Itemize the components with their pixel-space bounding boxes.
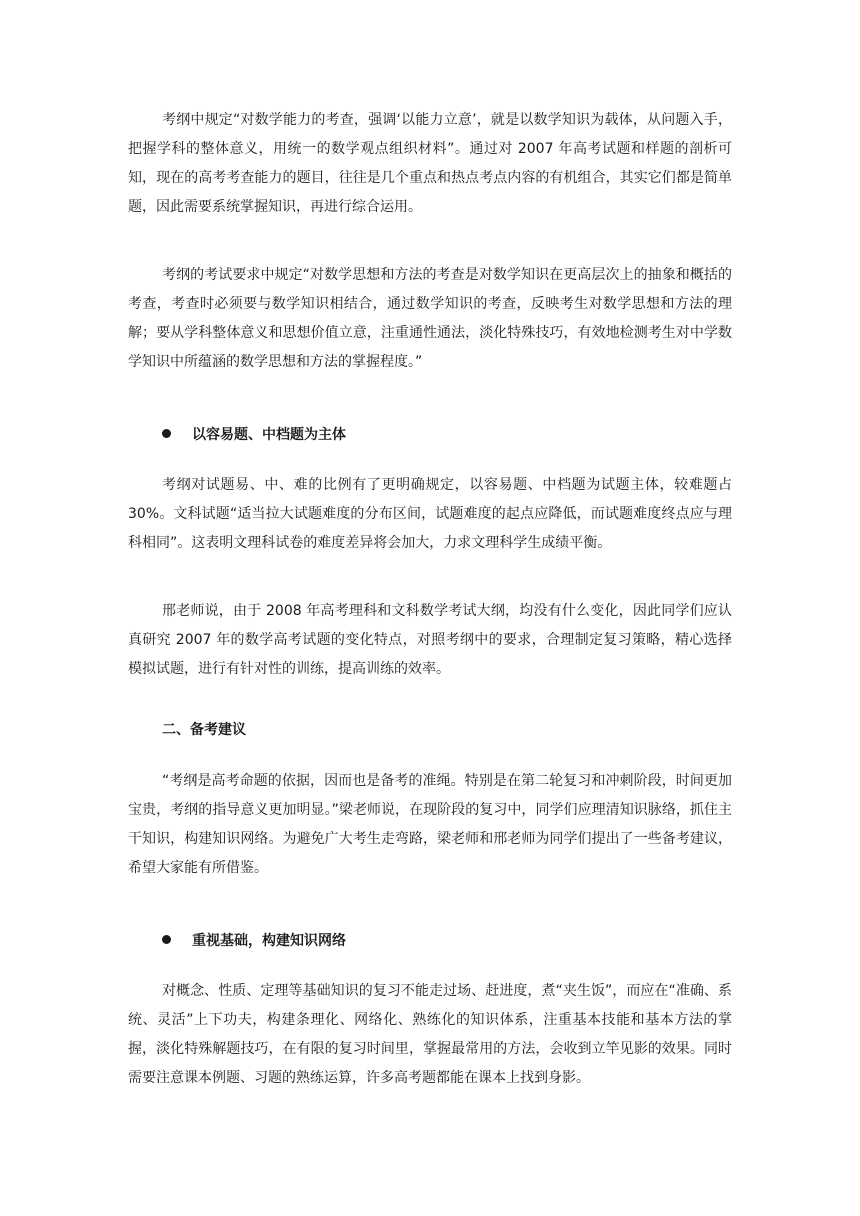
bullet-item-2-label: 重视基础，构建知识网络	[192, 933, 346, 949]
paragraph-6: 对概念、性质、定理等基础知识的复习不能走过场、赶进度，煮“夹生饭”，而应在“准确、系统、灵活”上下功夫，构建条理化、网络化、熟练化的知识体系，注重基本技能和基本方法的掌握，淡化特殊解题技巧，在有限的复习时间里，掌握最常用的方法，会收到立竿见影的效果。同时需要注意课本例题、习题的熟练运算，许多高考题都能在课本上找到身影。	[128, 983, 732, 1086]
paragraph-5: “考纲是高考命题的依据，因而也是备考的准绳。特别是在第二轮复习和冲刺阶段，时间更加宝贵，考纲的指导意义更加明显。”梁老师说，在现阶段的复习中，同学们应理清知识脉络，抓住主干知识，构建知识网络。为避免广大考生走弯路，梁老师和邢老师为同学们提出了一些备考建议，希望大家能有所借鉴。	[128, 773, 732, 876]
paragraph-1: 考纲中规定“对数学能力的考查，强调‘以能力立意’，就是以数学知识为载体，从问题入手，把握学科的整体意义，用统一的数学观点组织材料”。通过对 2007 年高考试题和样题的剖析可知，现在的高考考查能力的题目，往往是几个重点和热点考点内容的有机组合，其实它们都是简单题，因此需要系统掌握知识，再进行综合运用。	[128, 112, 732, 215]
bullet-item-1-label: 以容易题、中档题为主体	[192, 427, 346, 443]
section-heading: 二、备考建议	[162, 722, 246, 738]
bullet-item-2	[162, 931, 722, 951]
paragraph-2: 考纲的考试要求中规定“对数学思想和方法的考查是对数学知识在更高层次上的抽象和概括的考查，考查时必须要与数学知识相结合，通过数学知识的考查，反映考生对数学思想和方法的理解；要从学科整体意义和思想价值立意，注重通性通法，淡化特殊技巧，有效地检测考生对中学数学知识中所蕴涵的数学思想和方法的掌握程度。”	[128, 267, 732, 370]
bullet-item-1	[162, 425, 722, 445]
bullet-dot-icon	[162, 935, 171, 944]
paragraph-4: 邢老师说，由于 2008 年高考理科和文科数学考试大纲，均没有什么变化，因此同学们应认真研究 2007 年的数学高考试题的变化特点，对照考纲中的要求，合理制定复习策略，精心选择模拟试题，进行有针对性的训练，提高训练的效率。	[128, 603, 732, 677]
bullet-dot-icon	[162, 429, 171, 438]
paragraph-3: 考纲对试题易、中、难的比例有了更明确规定，以容易题、中档题为试题主体，较难题占 30%。文科试题“适当拉大试题难度的分布区间，试题难度的起点应降低，而试题难度终点应与理科相同”。这表明文理科试卷的难度差异将会加大，力求文理科学生成绩平衡。	[128, 477, 732, 551]
